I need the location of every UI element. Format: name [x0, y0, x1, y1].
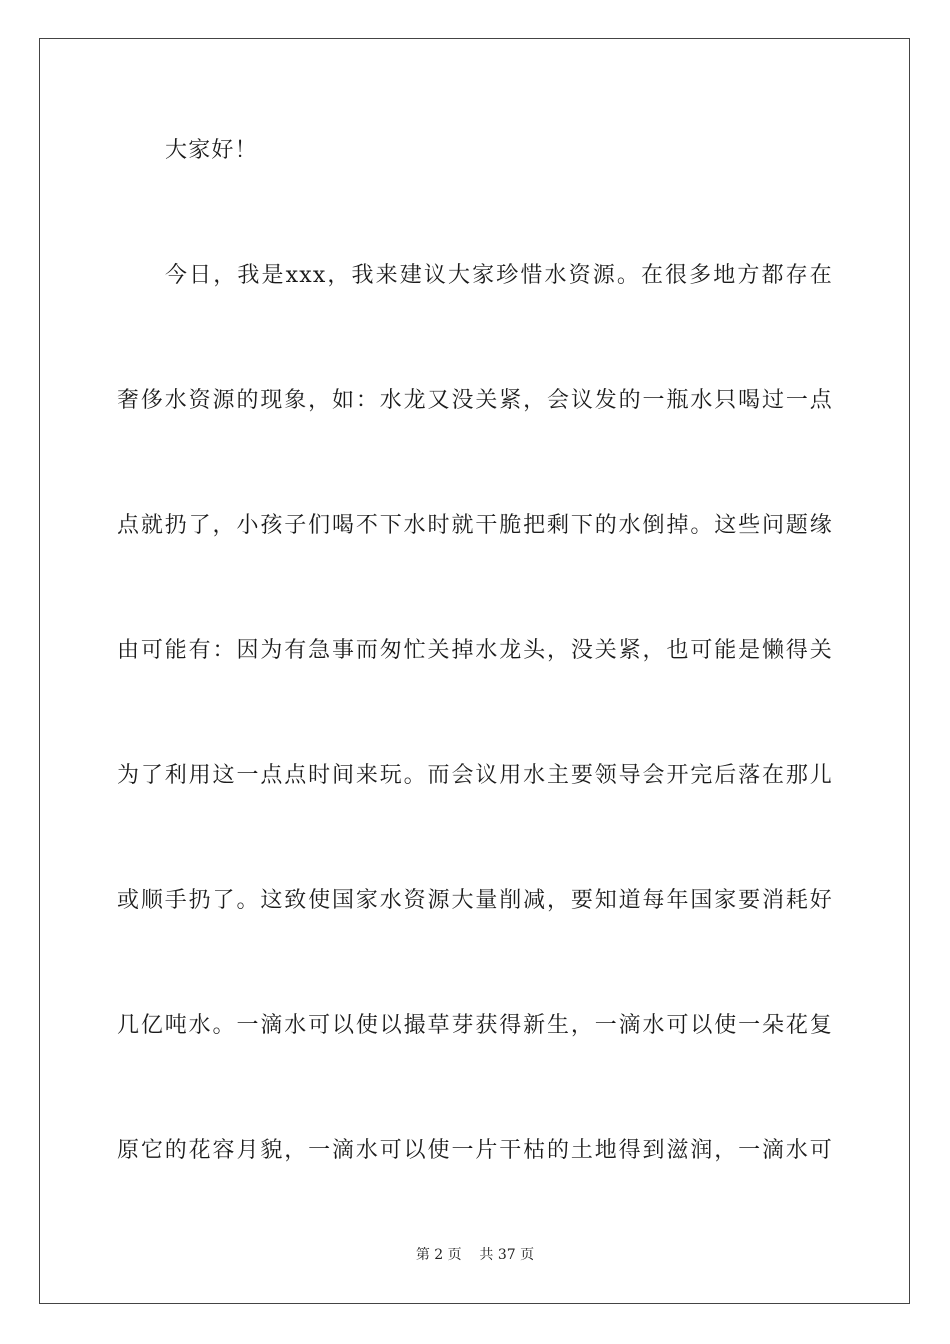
page-number-footer: 第 2 页 共 37 页: [415, 1247, 535, 1263]
paragraph-line-7: 几亿吨水。一滴水可以使以撮草芽获得新生，一滴水可以使一朵花复: [117, 1013, 833, 1038]
paragraph-line-1: 今日，我是xxx，我来建议大家珍惜水资源。在很多地方都存在: [165, 263, 833, 288]
paragraph-line-8: 原它的花容月貌，一滴水可以使一片干枯的土地得到滋润，一滴水可: [117, 1138, 833, 1163]
paragraph-line-4: 由可能有：因为有急事而匆忙关掉水龙头，没关紧，也可能是懒得关: [117, 638, 833, 663]
page-frame: [39, 38, 910, 1304]
paragraph-line-6: 或顺手扔了。这致使国家水资源大量削减，要知道每年国家要消耗好: [117, 888, 833, 913]
greeting-line: 大家好！: [165, 138, 258, 163]
paragraph-line-2: 奢侈水资源的现象，如：水龙又没关紧，会议发的一瓶水只喝过一点: [117, 388, 833, 413]
paragraph-line-3: 点就扔了，小孩子们喝不下水时就干脆把剩下的水倒掉。这些问题缘: [117, 513, 833, 538]
paragraph-line-5: 为了利用这一点点时间来玩。而会议用水主要领导会开完后落在那儿: [117, 763, 833, 788]
